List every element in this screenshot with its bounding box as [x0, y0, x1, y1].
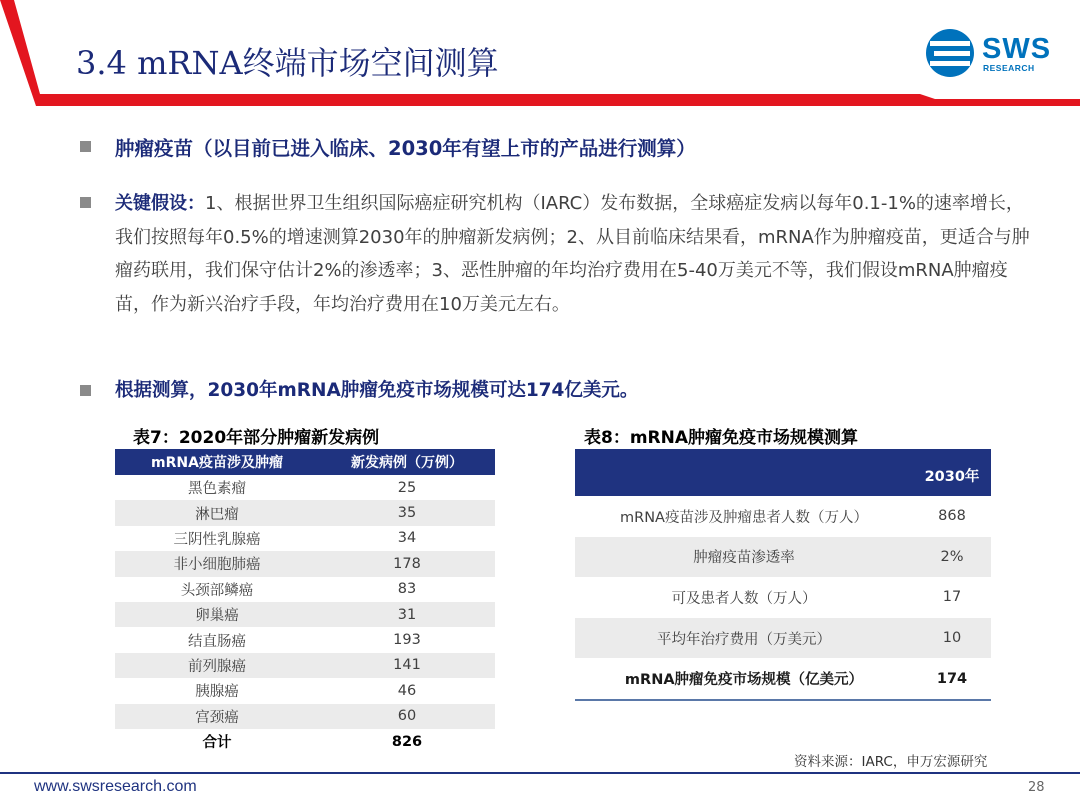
cell-cases: 141: [319, 653, 495, 678]
cell-cases: 35: [319, 500, 495, 525]
cell-tumor: 三阴性乳腺癌: [173, 531, 261, 548]
column-header: 2030年: [913, 449, 991, 496]
cell-total-label: mRNA肿瘤免疫市场规模（亿美元）: [575, 658, 913, 700]
page-number: 28: [1028, 780, 1045, 795]
cell-cases: 178: [319, 551, 495, 576]
logo-text: SWS: [982, 33, 1052, 65]
table-header-row: [575, 449, 991, 496]
table-row: [115, 653, 495, 678]
conclusion-heading: 根据测算，2030年mRNA肿瘤免疫市场规模可达174亿美元。: [115, 380, 639, 401]
cell-tumor: 前列腺癌: [115, 653, 319, 678]
bullet-square-icon: [80, 197, 91, 208]
table-row: [575, 496, 991, 537]
cell-tumor: 头颈部鳞癌: [180, 582, 254, 599]
cell-tumor: 淋巴瘤: [115, 500, 319, 525]
table-row: [115, 602, 495, 627]
table-row: [115, 475, 495, 500]
cell-cases: 31: [319, 602, 495, 627]
section-heading-tumor-vaccine: 肿瘤疫苗（以目前已进入临床、2030年有望上市的产品进行测算）: [115, 137, 696, 160]
table7-caption: 表7：2020年部分肿瘤新发病例: [133, 428, 380, 448]
table-row: [115, 627, 495, 652]
table8-caption: 表8：mRNA肿瘤免疫市场规模测算: [584, 428, 859, 448]
assumption-text: 1、根据世界卫生组织国际癌症研究机构（IARC）发布数据，全球癌症发病以每年0.1-1%的速率增长，我们按照每年0.5%的增速测算2030年的肿瘤新发病例；2、从目前临床结果看，mRNA作为肿瘤疫苗，更适合与肿瘤药联用，我们保守估计2%的渗透率；3、恶性肿瘤的年均治疗费用在5-40万美元不等，我们假设mRNA肿瘤疫苗，作为新兴治疗手段，年均治疗费用在10万美元左右。: [115, 193, 1030, 315]
cell-cases: 60: [319, 704, 495, 729]
cell-value: 10: [913, 618, 991, 659]
table-row: [575, 577, 991, 618]
cell-tumor: 胰腺癌: [195, 684, 239, 701]
cell-total-value: 826: [319, 729, 495, 754]
footer-divider: [0, 772, 1080, 774]
table7-new-cases: [115, 449, 495, 754]
table-row: [115, 526, 495, 551]
table-header-row: [115, 449, 495, 475]
cell-value: 2%: [913, 537, 991, 578]
cell-tumor: 非小细胞肺癌: [115, 551, 319, 576]
cell-tumor: 宫颈癌: [115, 704, 319, 729]
cell-total-value: 174: [913, 658, 991, 700]
cell-metric: 肿瘤疫苗渗透率: [575, 537, 913, 578]
cell-value: 868: [938, 508, 966, 525]
source-note: 资料来源：IARC，申万宏源研究: [794, 754, 988, 770]
assumption-label: 关键假设：: [115, 193, 205, 214]
cell-tumor: 黑色素瘤: [188, 481, 246, 498]
cell-metric: mRNA疫苗涉及肿瘤患者人数（万人）: [620, 509, 868, 526]
table-row: [115, 704, 495, 729]
page-title: 3.4 mRNA终端市场空间测算: [76, 44, 499, 82]
table-row: [115, 500, 495, 525]
table8-market-size: [575, 449, 991, 701]
column-header: 新发病例（万例）: [319, 449, 495, 475]
cell-metric: 可及患者人数（万人）: [671, 590, 817, 607]
cell-cases: 46: [397, 682, 417, 699]
key-assumptions-paragraph: [115, 187, 1030, 321]
table-total-row: [575, 658, 991, 700]
table-total-row: [115, 729, 495, 754]
cell-value: 17: [942, 589, 962, 606]
table-row: [115, 551, 495, 576]
cell-cases: 34: [397, 530, 417, 547]
cell-tumor: 结直肠癌: [188, 633, 246, 650]
cell-cases: 193: [393, 632, 421, 649]
table-row: [115, 577, 495, 602]
column-header: [575, 449, 913, 496]
table-row: [575, 537, 991, 578]
cell-cases: 25: [397, 479, 417, 496]
table-row: [115, 678, 495, 703]
cell-metric: 平均年治疗费用（万美元）: [575, 618, 913, 659]
cell-total-label: 合计: [115, 729, 319, 754]
logo-subtext: RESEARCH: [983, 63, 1035, 73]
column-header: mRNA疫苗涉及肿瘤: [115, 449, 319, 475]
cell-tumor: 卵巢癌: [115, 602, 319, 627]
bullet-square-icon: [80, 385, 91, 396]
table-row: [575, 618, 991, 659]
cell-cases: 83: [397, 581, 417, 598]
footer-url-link[interactable]: www.swsresearch.com: [34, 778, 197, 795]
bullet-square-icon: [80, 141, 91, 152]
